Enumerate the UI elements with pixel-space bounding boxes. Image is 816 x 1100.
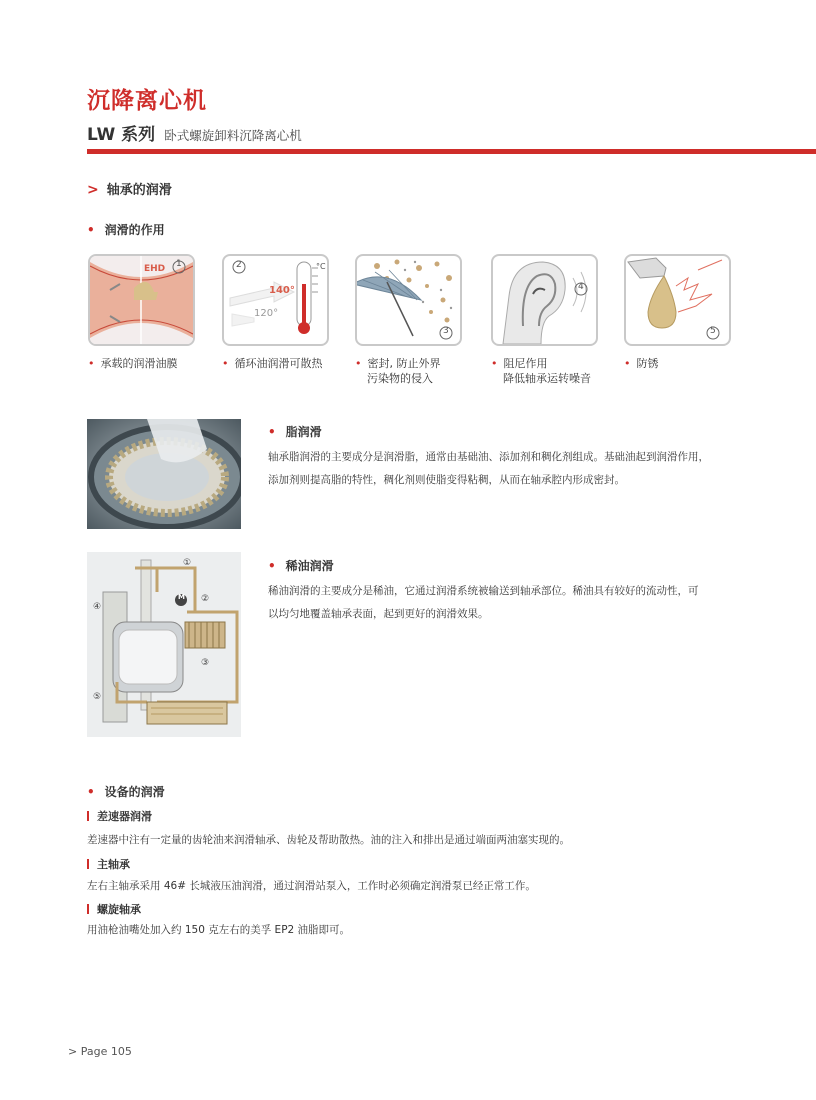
caption-damping [491, 356, 591, 386]
caption-text: 循环油润滑可散热 [234, 357, 323, 370]
panel-number: 3 [443, 326, 449, 336]
role-heading [87, 221, 165, 238]
chevron-right-icon: > [87, 182, 99, 198]
bullet-icon: • [222, 357, 229, 370]
screw-bearing-heading [87, 901, 141, 917]
bullet-icon: • [268, 559, 276, 573]
caption-text: 降低轴承运转噪音 [503, 372, 591, 385]
grease-text-line: 添加剂则提高脂的特性，稠化剂则使脂变得粘稠，从而在轴承腔内形成密封。 [268, 474, 625, 486]
diagram-callout: ③ [201, 658, 210, 668]
bullet-icon: • [87, 785, 95, 799]
grease-heading [268, 423, 322, 440]
oil-film-illustration [90, 256, 193, 344]
series-description: 卧式螺旋卸料沉降离心机 [164, 128, 302, 143]
caption-text: 污染物的侵入 [367, 372, 433, 385]
ehd-label: EHD [144, 264, 166, 274]
panel-number: 1 [176, 259, 182, 269]
motor-icon: M [178, 593, 185, 601]
equipment-heading [87, 783, 165, 800]
ear-illustration [493, 256, 596, 344]
header-rule [87, 149, 816, 154]
oil-lubrication-diagram [87, 552, 241, 737]
caption-rust [624, 356, 659, 371]
oil-heading [268, 557, 334, 574]
accent-bar [87, 904, 89, 914]
bullet-icon: • [355, 357, 362, 370]
panel-oil-film [88, 254, 195, 346]
diagram-callout: ④ [93, 602, 102, 612]
bullet-icon: • [491, 357, 498, 370]
bullet-icon: • [87, 223, 95, 237]
screw-bearing-title: 螺旋轴承 [97, 903, 141, 916]
oil-text-line: 稀油润滑的主要成分是稀油，它通过润滑系统被输送到轴承部位。稀油具有较好的流动性，可 [268, 585, 699, 597]
diagram-callout: ⑤ [93, 692, 102, 702]
panel-number: 5 [710, 326, 716, 336]
bullet-icon: • [268, 425, 276, 439]
caption-oil-film [88, 356, 178, 371]
grease-bearing-photo [87, 419, 241, 529]
diagram-callout: ② [201, 594, 210, 604]
temp-low-label: 120° [254, 308, 279, 319]
accent-bar [87, 859, 89, 869]
caption-sealing [355, 356, 441, 386]
panel-rust-prevention [624, 254, 731, 346]
differential-title: 差速器润滑 [97, 810, 152, 823]
oil-heading-text: 稀油润滑 [285, 559, 334, 573]
page-title: 沉降离心机 [87, 88, 207, 114]
panel-heat-dissipation [222, 254, 329, 346]
main-bearing-text: 左右主轴承采用 46# 长城液压油润滑，通过润滑站泵入，工作时必须确定润滑泵已经正常工作。 [87, 880, 536, 892]
caption-heat [222, 356, 323, 371]
differential-text: 差速器中注有一定量的齿轮油来润滑轴承、齿轮及帮助散热。油的注入和排出是通过端面两油塞实现的。 [87, 834, 570, 846]
panel-number: 2 [236, 260, 242, 270]
panel-number: 4 [578, 282, 584, 292]
bullet-icon: • [88, 357, 95, 370]
oil-text-line: 以均匀地覆盖轴承表面，起到更好的润滑效果。 [268, 608, 489, 620]
grease-text-line: 轴承脂润滑的主要成分是润滑脂，通常由基础油、添加剂和稠化剂组成。基础油起到润滑作用， [268, 451, 709, 463]
caption-text: 密封, 防止外界 [367, 357, 441, 370]
temp-high-label: 140° [269, 285, 295, 296]
caption-text: 承载的润滑油膜 [100, 357, 178, 370]
series-name: LW 系列 [87, 125, 156, 145]
caption-text: 阻尼作用 [503, 357, 548, 370]
differential-heading [87, 808, 152, 824]
oil-description [268, 580, 738, 626]
equipment-heading-text: 设备的润滑 [104, 785, 165, 799]
grease-description [268, 446, 738, 492]
caption-text: 防锈 [636, 357, 659, 370]
section-title [87, 179, 172, 198]
bullet-icon: • [624, 357, 631, 370]
diagram-callout: ① [183, 558, 192, 568]
page-subtitle [87, 120, 302, 145]
screw-bearing-text: 用油枪油嘴处加入约 150 克左右的美孚 EP2 油脂即可。 [87, 924, 351, 936]
celsius-label: °C [316, 262, 326, 271]
role-heading-text: 润滑的作用 [104, 223, 165, 237]
main-bearing-heading [87, 856, 130, 872]
grease-heading-text: 脂润滑 [285, 425, 322, 439]
accent-bar [87, 811, 89, 821]
panel-sealing [355, 254, 462, 346]
main-bearing-title: 主轴承 [97, 858, 130, 871]
panel-damping [491, 254, 598, 346]
section-title-text: 轴承的润滑 [106, 183, 172, 198]
page-number: > Page 105 [68, 1045, 132, 1058]
